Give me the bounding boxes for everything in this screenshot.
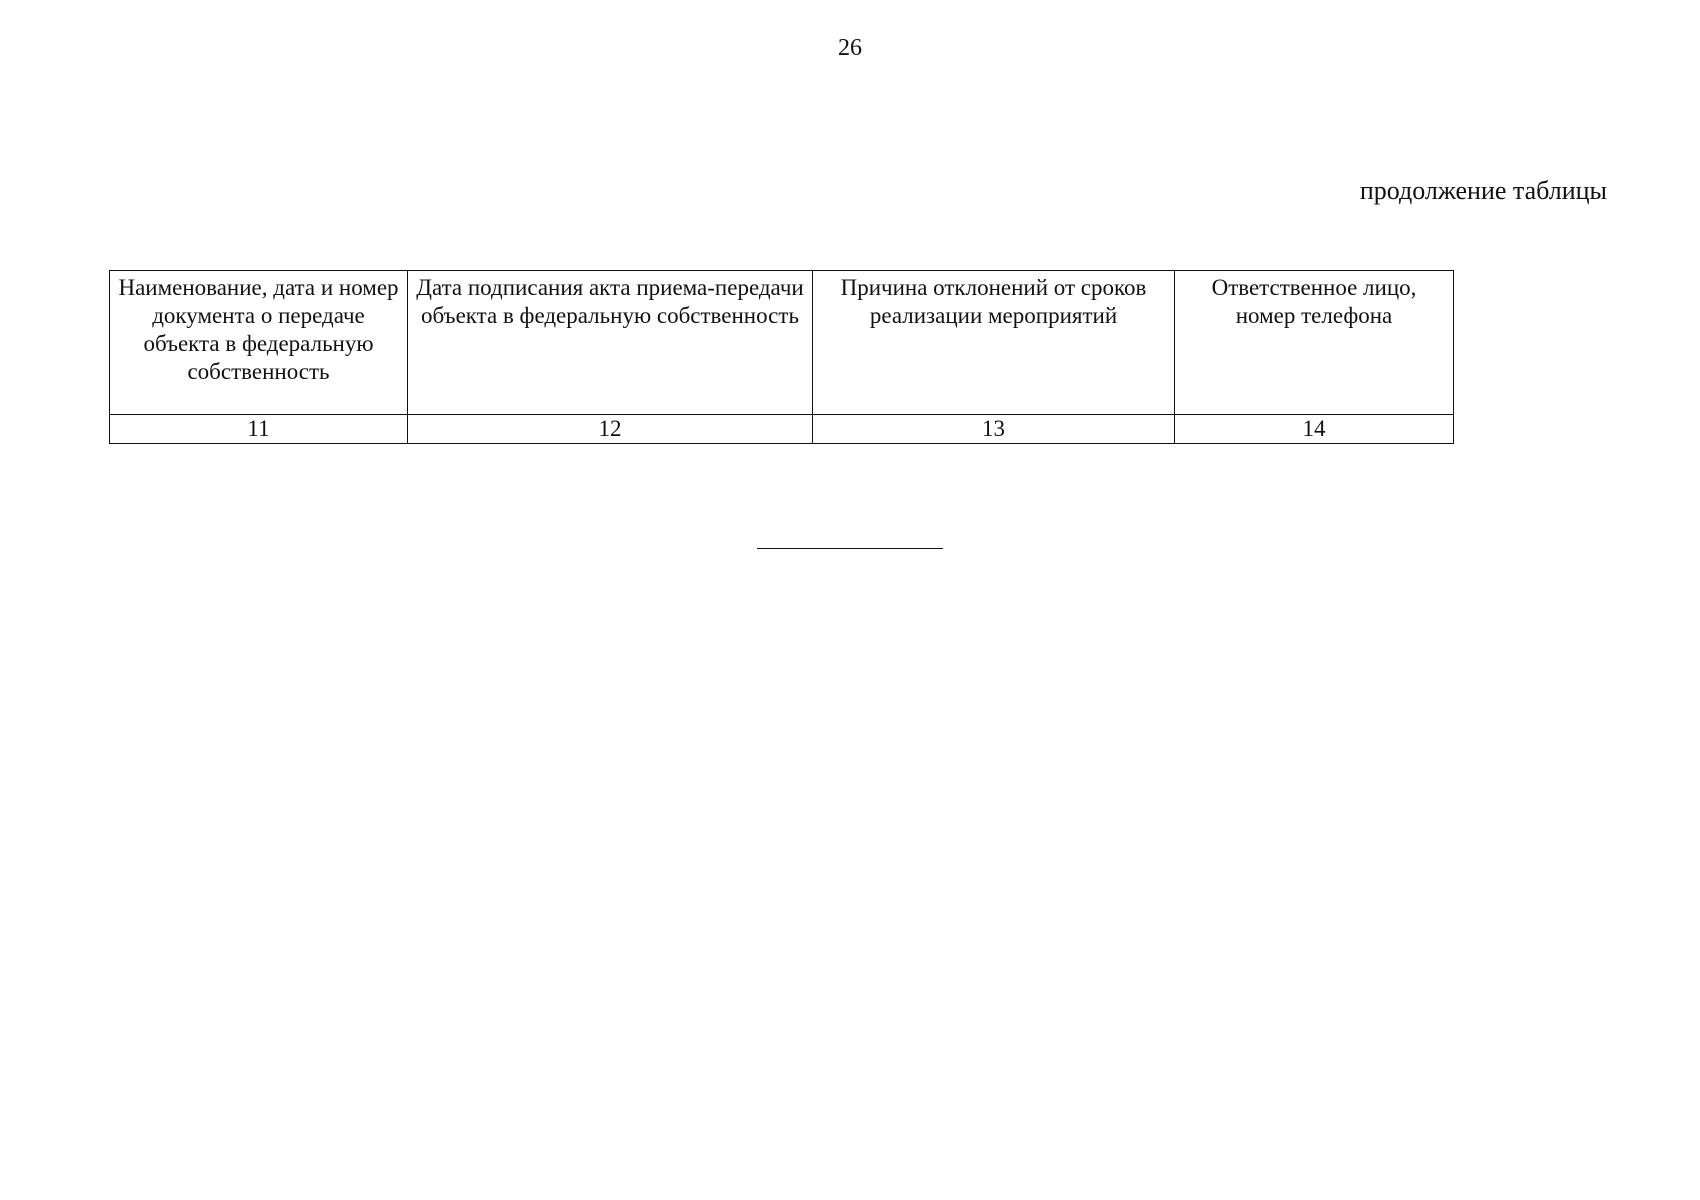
header-cell-responsible-person: Ответственное лицо, номер телефона: [1175, 271, 1454, 415]
column-number-cell: 12: [408, 415, 813, 444]
column-number-cell: 14: [1175, 415, 1454, 444]
table-header: [110, 271, 1454, 415]
header-cell-transfer-document: Наименование, дата и номер документа о передаче объекта в федеральную собственность: [110, 271, 408, 415]
table-header-row: [110, 271, 1454, 415]
column-number-cell: 13: [813, 415, 1175, 444]
data-table: [109, 270, 1454, 444]
column-number-cell: 11: [110, 415, 408, 444]
column-number-row: [110, 415, 1454, 444]
header-cell-deviation-reason: Причина отклонений от сроков реализации мероприятий: [813, 271, 1175, 415]
page-number: 26: [838, 35, 862, 61]
table-body: [110, 415, 1454, 444]
table-continuation-label: продолжение таблицы: [1359, 176, 1607, 205]
end-of-document-rule: [757, 548, 943, 549]
header-cell-act-signing-date: Дата подписания акта приема-передачи объекта в федеральную собственность: [408, 271, 813, 415]
